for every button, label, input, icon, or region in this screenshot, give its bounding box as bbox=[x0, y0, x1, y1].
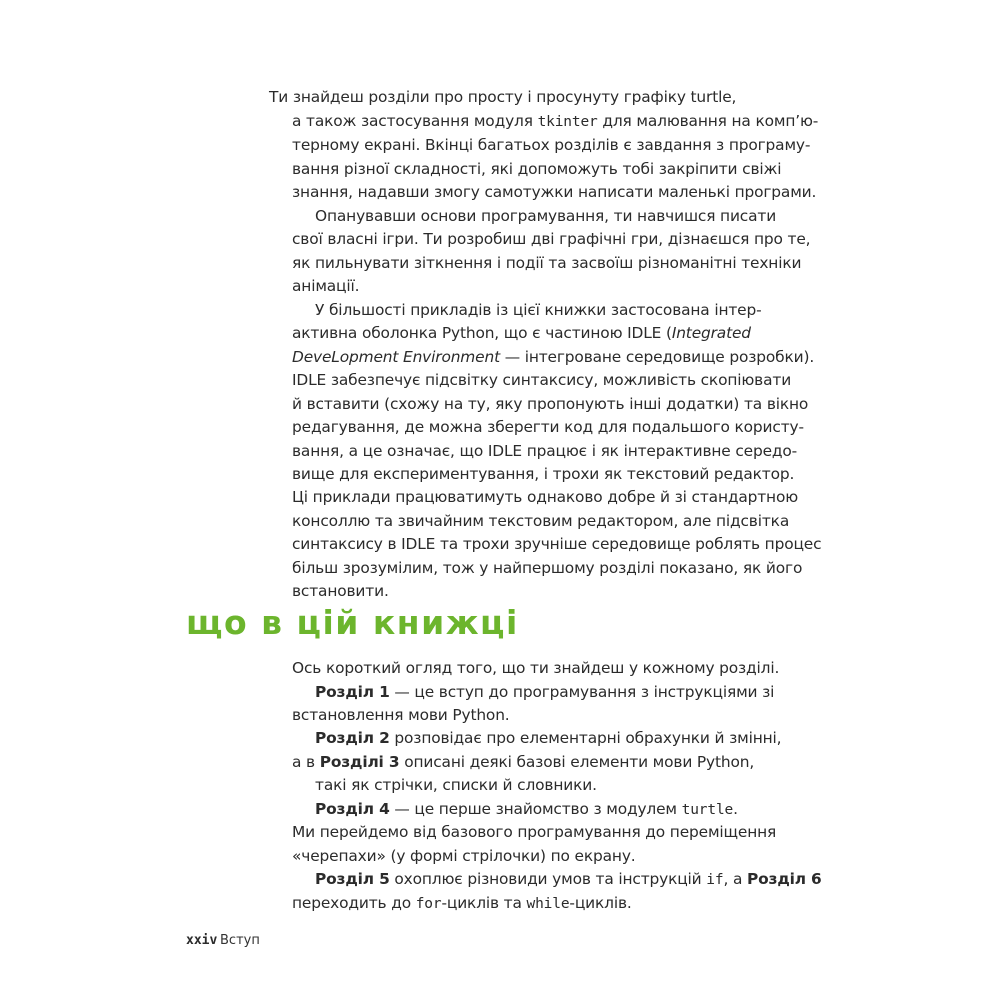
text-line: знання, надавши змогу самотужки написати маленькі програми. bbox=[292, 183, 817, 201]
text-line: переходить до for-циклів та while-циклів. bbox=[292, 894, 632, 912]
code-while: while bbox=[526, 896, 570, 912]
text-line: У більшості прикладів із цієї книжки застосована інтер- bbox=[315, 301, 762, 319]
text-line: свої власні ігри. Ти розробиш дві графічні гри, дізнаєшся про те, bbox=[292, 230, 811, 248]
text-line: Розділ 5 охоплює різновиди умов та інструкцій if, а Розділ 6 bbox=[315, 870, 822, 888]
text-line: активна оболонка Python, що є частиною IDLE (Integrated bbox=[292, 324, 751, 342]
text-line: консоллю та звичайним текстовим редактором, але підсвітка bbox=[292, 512, 790, 530]
text-line: Ти знайдеш розділи про просту і просунуту графіку turtle, bbox=[269, 88, 737, 106]
text-line: «черепахи» (у формі стрілочки) по екрану. bbox=[292, 847, 636, 865]
code-turtle: turtle bbox=[681, 802, 734, 818]
text-line: Розділ 2 розповідає про елементарні обрахунки й змінні, bbox=[315, 729, 782, 747]
text-line: а також застосування модуля tkinter для малювання на комп’ю- bbox=[292, 112, 819, 130]
text-line: вання різної складності, які допоможуть тобі закріпити свіжі bbox=[292, 160, 782, 178]
code-tkinter: tkinter bbox=[537, 114, 598, 130]
text-line: редагування, де можна зберегти код для подальшого користу- bbox=[292, 418, 804, 436]
text-line: встановлення мови Python. bbox=[292, 706, 510, 724]
text-line: анімації. bbox=[292, 277, 360, 295]
text-line: Ми перейдемо від базового програмування до переміщення bbox=[292, 823, 777, 841]
code-for: for bbox=[415, 896, 442, 912]
text-line: а в Розділі 3 описані деякі базові елементи мови Python, bbox=[292, 753, 755, 771]
text-line: Розділ 1 — це вступ до програмування з інструкціями зі bbox=[315, 683, 775, 701]
chapter-label: Вступ bbox=[220, 933, 260, 948]
code-if: if bbox=[706, 872, 724, 888]
text-line: такі як стрічки, списки й словники. bbox=[315, 776, 597, 794]
text-line: Розділ 4 — це перше знайомство з модулем turtle. bbox=[315, 800, 738, 818]
page-number: xxiv bbox=[186, 933, 218, 948]
text-line: Ось короткий огляд того, що ти знайдеш у кожному розділі. bbox=[292, 659, 780, 677]
text-line: IDLE забезпечує підсвітку синтаксису, можливість скопіювати bbox=[292, 371, 792, 389]
text-line: й вставити (схожу на ту, яку пропонують інші додатки) та вікно bbox=[292, 395, 809, 413]
text-line: як пильнувати зіткнення і події та засвоїш різноманітні техніки bbox=[292, 254, 802, 272]
text-line: вище для експериментування, і трохи як текстовий редактор. bbox=[292, 465, 795, 483]
section-heading: що в цій книжці bbox=[186, 603, 519, 642]
text-line: більш зрозумілим, тож у найпершому розділі показано, як його bbox=[292, 559, 803, 577]
text-line: вання, а це означає, що IDLE працює і як інтерактивне середо- bbox=[292, 442, 798, 460]
text-line: Ці приклади працюватимуть однаково добре й зі стандартною bbox=[292, 488, 799, 506]
text-line: встановити. bbox=[292, 582, 389, 600]
text-line: терному екрані. Вкінці багатьох розділів є завдання з програму- bbox=[292, 136, 811, 154]
text-line: синтаксису в IDLE та трохи зручніше середовище роблять процес bbox=[292, 535, 822, 553]
text-line: DeveLopment Environment — інтегроване середовище розробки). bbox=[292, 348, 815, 366]
text-line: Опанувавши основи програмування, ти навчишся писати bbox=[315, 207, 777, 225]
